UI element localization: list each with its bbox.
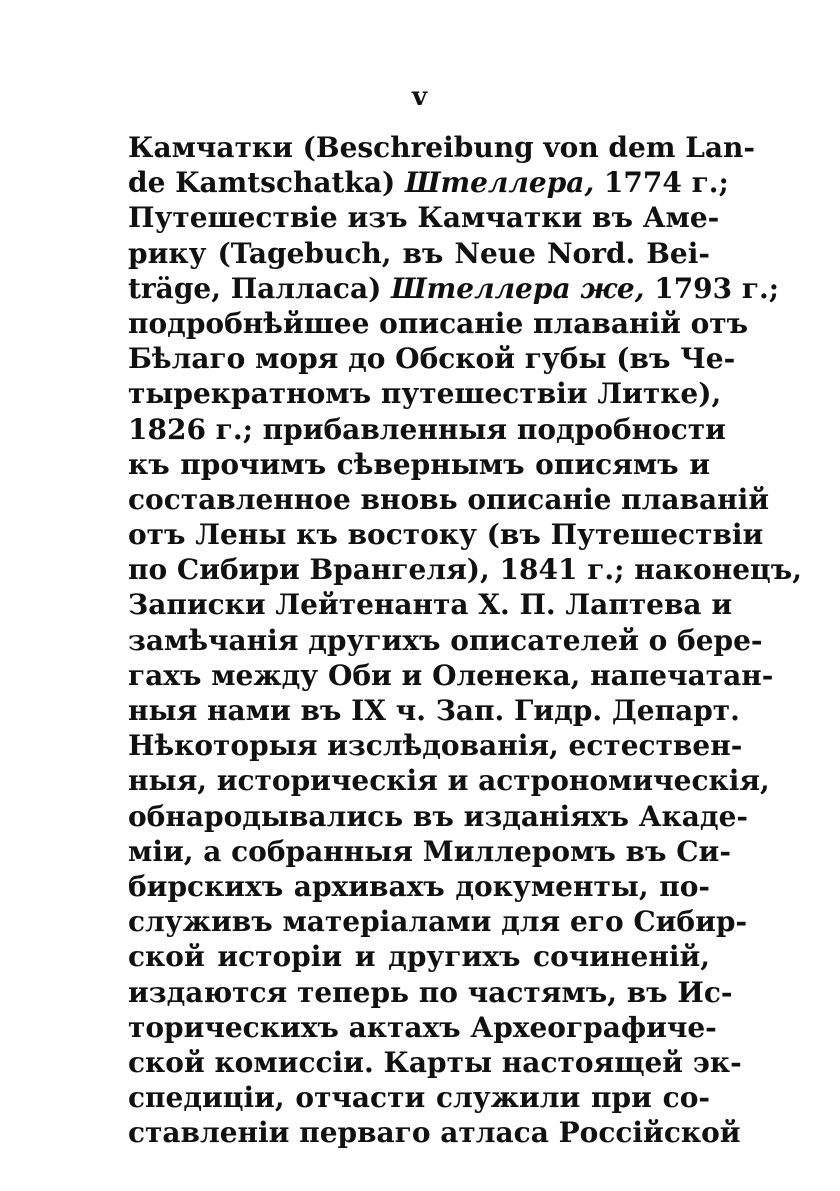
text-line	[128, 517, 764, 552]
text-line	[128, 869, 710, 904]
text-segment: торическихъ актахъ Археографиче-	[128, 1010, 717, 1044]
text-line	[128, 130, 756, 165]
text-line	[128, 904, 748, 939]
text-line	[128, 799, 749, 834]
text-segment: ныя, историческія и астрономическія,	[128, 764, 770, 798]
text-line	[128, 376, 722, 411]
text-segment: по Сибири Врангеля), 1841 г.; наконецъ,	[128, 553, 802, 587]
text-line	[128, 552, 802, 587]
text-line	[128, 306, 749, 341]
text-line	[128, 623, 763, 658]
text-segment: 1774 г.;	[594, 166, 729, 200]
text-segment: Путешествіе изъ Камчатки въ Аме-	[128, 201, 720, 235]
text-line	[128, 482, 770, 517]
text-line	[128, 975, 733, 1010]
text-line	[128, 587, 733, 622]
body-text	[128, 130, 802, 1150]
text-line	[128, 165, 729, 200]
text-segment: 1793 г.;	[644, 271, 780, 305]
text-segment: издаются теперь по частямъ, въ Ис-	[128, 975, 733, 1009]
text-segment: міи, а собранныя Миллеромъ въ Си-	[128, 834, 731, 868]
text-segment: служивъ матеріалами для его Сибир-	[128, 905, 748, 939]
text-line	[128, 236, 710, 271]
text-line	[128, 447, 710, 482]
text-segment: Бѣлаго моря до Обской губы (въ Че-	[128, 342, 736, 376]
text-line	[128, 1010, 717, 1045]
text-line	[128, 200, 720, 235]
text-line	[128, 412, 726, 447]
text-segment: ставленіи перваго атласа Россійской	[128, 1116, 741, 1150]
text-segment: Записки Лейтенанта Х. П. Лаптева и	[128, 588, 733, 622]
italic-author-name: Штеллера же,	[391, 271, 645, 305]
text-line	[128, 341, 736, 376]
text-segment: Нѣкоторыя изслѣдованія, естествен-	[128, 729, 743, 763]
text-segment: составленное вновь описаніе плаваній	[128, 482, 770, 516]
text-line	[128, 1080, 710, 1115]
text-line	[128, 658, 774, 693]
text-segment: Камчатки (Beschreibung von dem Lan-	[128, 131, 756, 164]
text-line	[128, 1045, 742, 1080]
text-line	[128, 939, 710, 974]
text-segment: спедиціи, отчасти служили при со-	[128, 1081, 710, 1115]
text-segment: къ прочимъ сѣвернымъ описямъ и	[128, 447, 710, 481]
text-segment: отъ Лены къ востоку (въ Путешествіи	[128, 518, 764, 552]
text-segment: 1826 г.; прибавленныя подробности	[128, 412, 726, 446]
page-number: v	[411, 82, 429, 112]
text-line	[128, 271, 780, 306]
text-segment: рику (Tagebuch, въ Neue Nord. Bei-	[128, 236, 710, 270]
text-segment: de Kamtschatka)	[128, 166, 405, 200]
text-line	[128, 693, 740, 728]
text-segment: подробнѣйшее описаніе плаваній отъ	[128, 306, 749, 340]
text-segment: бирскихъ архивахъ документы, по-	[128, 869, 710, 903]
text-segment: тырекратномъ путешествіи Литке),	[128, 377, 722, 411]
text-line	[128, 763, 770, 798]
text-line	[128, 728, 743, 763]
text-line	[128, 1115, 741, 1150]
text-segment: ской комиссіи. Карты настоящей эк-	[128, 1045, 742, 1079]
text-segment: обнародывались въ изданіяхъ Акаде-	[128, 799, 749, 833]
text-line	[128, 834, 731, 869]
text-segment: замѣчанія другихъ описателей о бере-	[128, 623, 763, 657]
italic-author-name: Штеллера,	[404, 166, 595, 200]
text-segment: ской исторіи и другихъ сочиненій,	[128, 940, 710, 974]
text-segment: träge, Палласа)	[128, 271, 392, 305]
text-segment: гахъ между Оби и Оленека, напечатан-	[128, 658, 774, 692]
text-segment: ныя нами въ IX ч. Зап. Гидр. Департ.	[128, 694, 740, 727]
